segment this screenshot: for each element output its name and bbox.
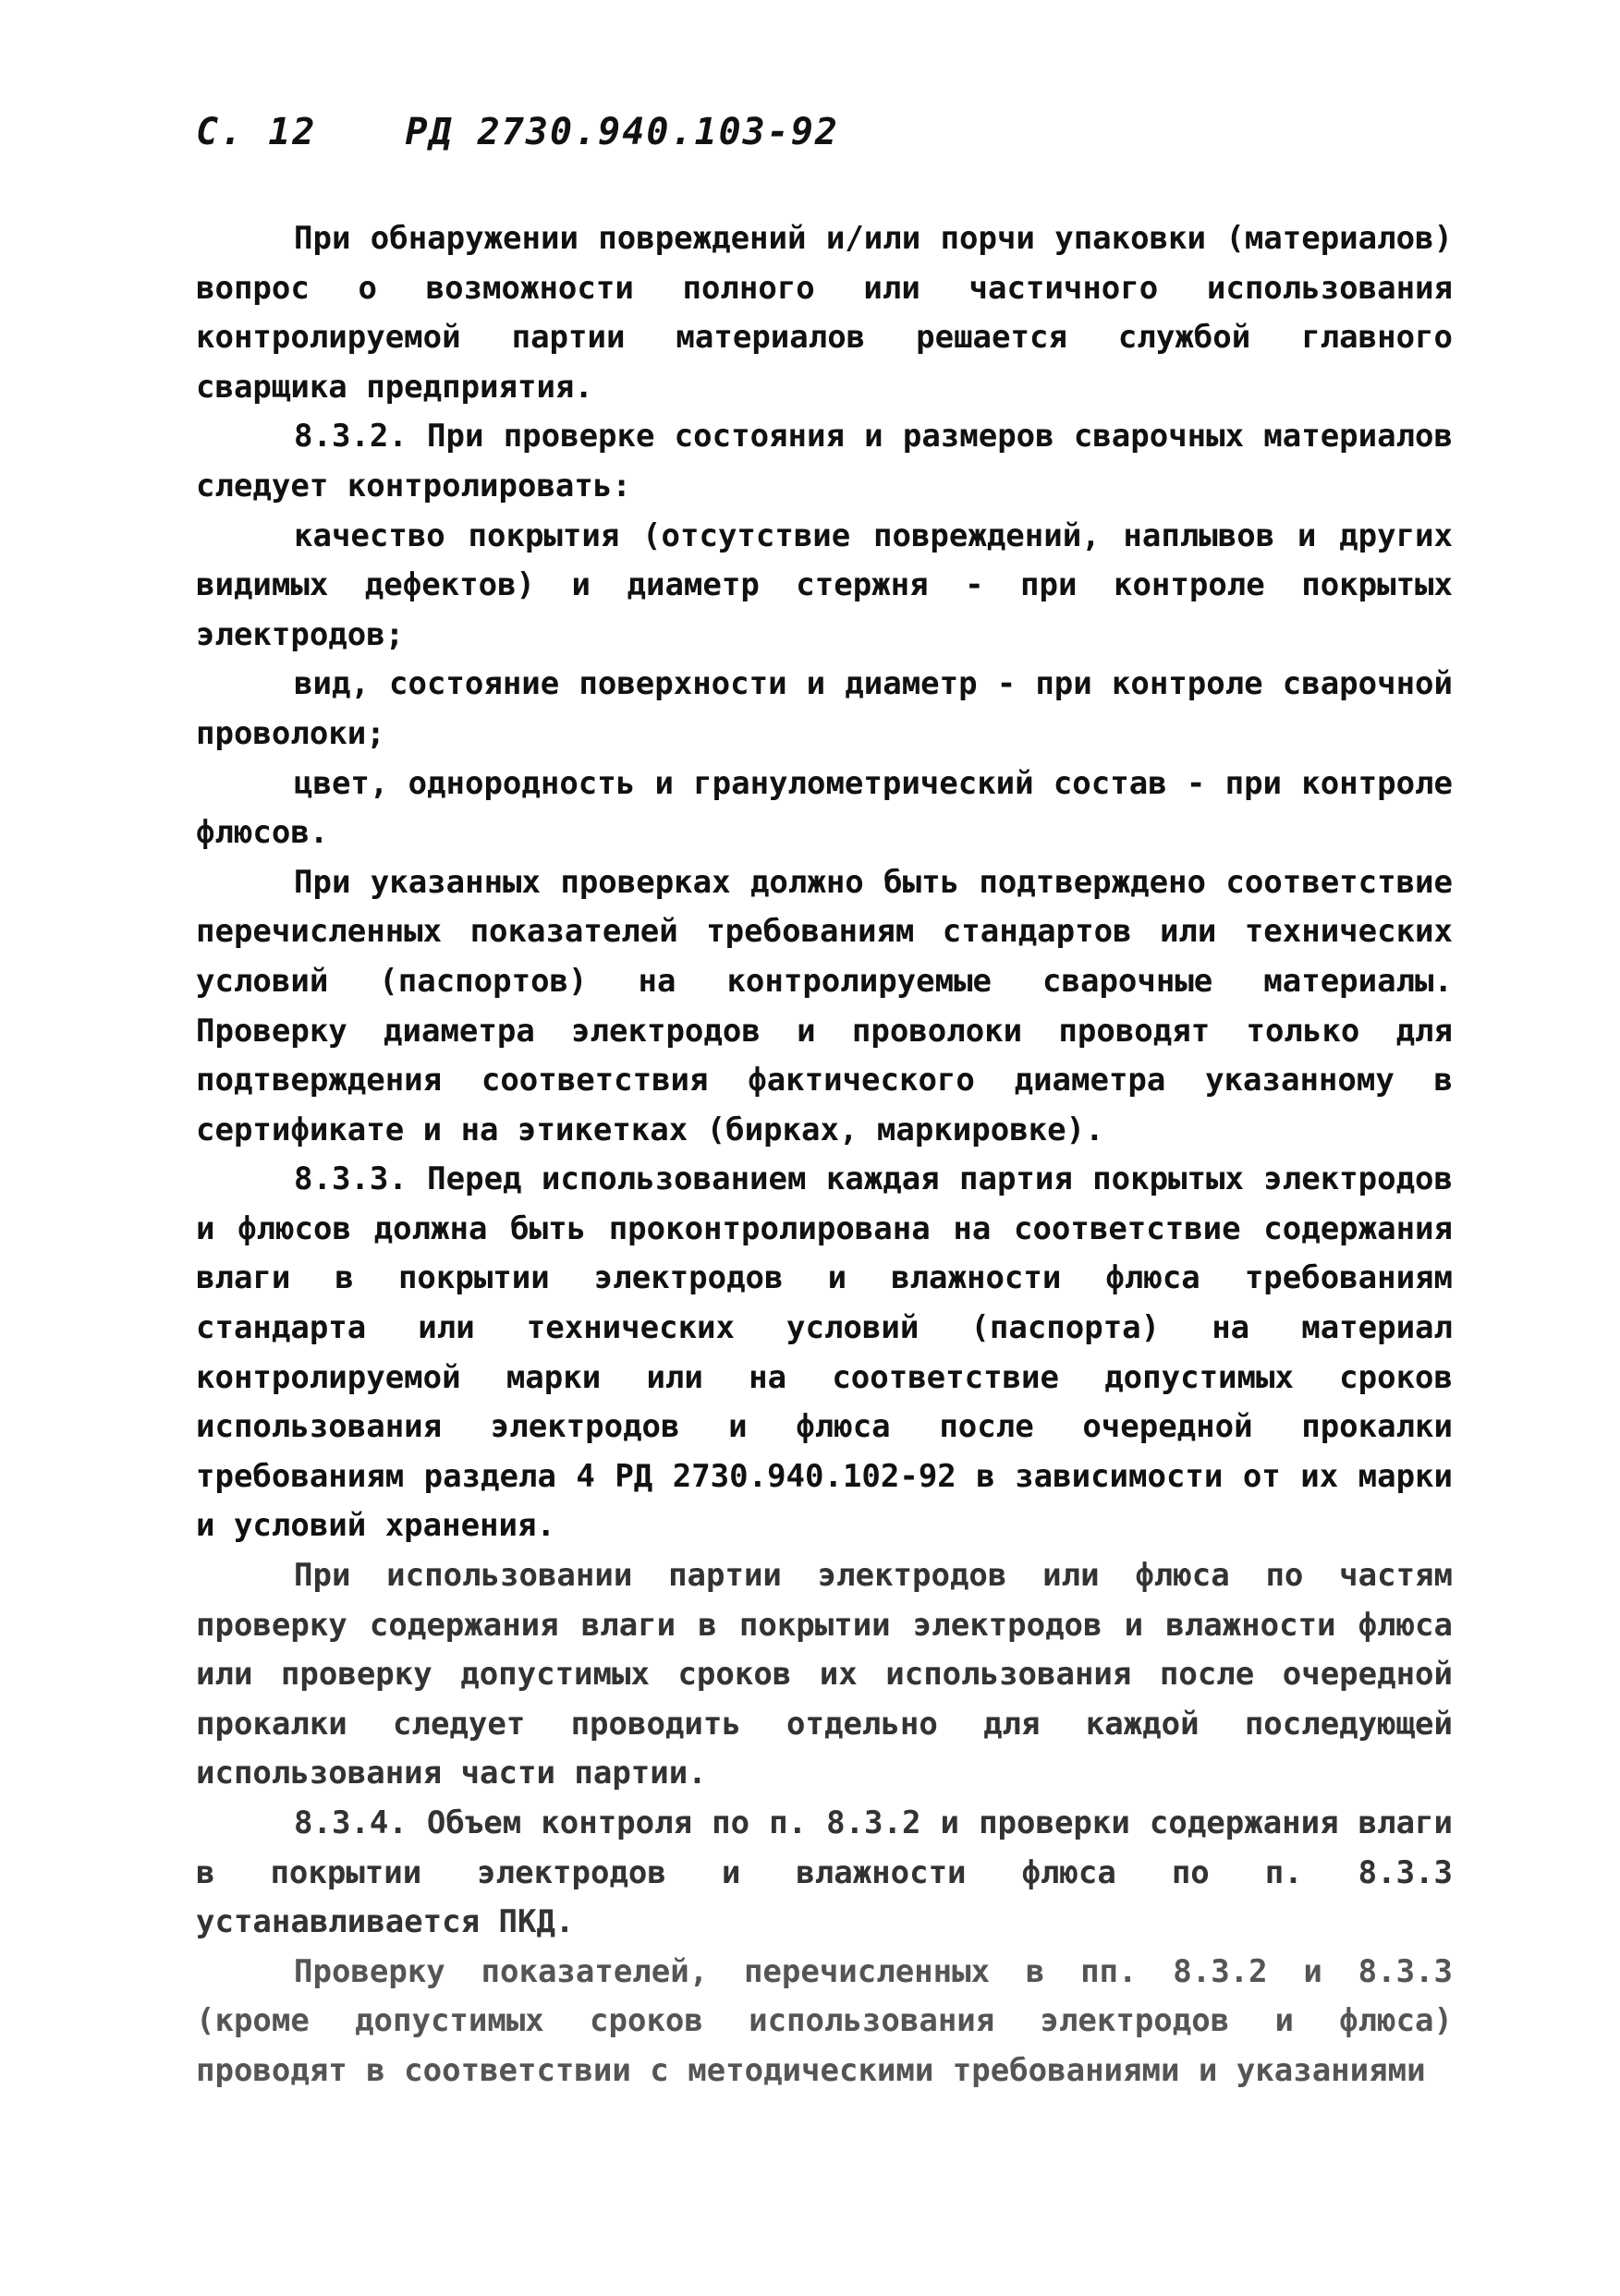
paragraph-partial-use: При использовании партии электродов или флюса по частям проверку содержания влаги в покрытии электродов и влажности флюса или проверку допустимых сроков их использования после очередной прокалки следует проводить отдельно для каждой последующей использования части партии.: [196, 1557, 1453, 1792]
page-header: [196, 111, 839, 153]
paragraph-conformity: При указанных проверках должно быть подтверждено соответствие перечисленных показателей требованиям стандартов или технических условий (паспортов) на контролируемые сварочные материалы. Проверку диаметра электродов и проволоки проводят только для подтверждения соответствия фактического диаметра указанному в сертификате и на этикетках (бирках, маркировке).: [196, 863, 1453, 1148]
paragraph-flux-composition: цвет, однородность и гранулометрический состав - при контроле флюсов.: [196, 764, 1453, 852]
paragraph-8-3-3: 8.3.3. Перед использованием каждая партия покрытых электродов и флюсов должна быть проконтролирована на соответствие содержания влаги в покрытии электродов и влажности флюса требованиям стандарта или технических условий (паспорта) на материал контролируемой марки или на соответствие допустимых сроков использования электродов и флюса после очередной прокалки требованиям раздела 4 РД 2730.940.102-92 в зависимости от их марки и условий хранения.: [196, 1160, 1453, 1545]
paragraph-8-3-2: 8.3.2. При проверке состояния и размеров сварочных материалов следует контролировать:: [196, 418, 1453, 504]
paragraph-damage-packaging: При обнаружении повреждений и/или порчи упаковки (материалов) вопрос о возможности полного или частичного использования контролируемой партии материалов решается службой главного сварщика предприятия.: [196, 220, 1453, 406]
body-text: [196, 214, 1453, 2096]
paragraph-wire-surface: вид, состояние поверхности и диаметр - при контроле сварочной проволоки;: [196, 665, 1453, 752]
document-code: РД 2730.940.103-92: [405, 111, 839, 153]
paragraph-coating-quality: качество покрытия (отсутствие повреждений, наплывов и других видимых дефектов) и диаметр стержня - при контроле покрытых электродов;: [196, 516, 1453, 653]
paragraph-8-3-4: 8.3.4. Объем контроля по п. 8.3.2 и проверки содержания влаги в покрытии электродов и влажности флюса по п. 8.3.3 устанавливается ПКД.: [196, 1804, 1453, 1941]
paragraph-indicator-check: Проверку показателей, перечисленных в пп. 8.3.2 и 8.3.3 (кроме допустимых сроков использования электродов и флюса) проводят в соответствии с методическими требованиями и указаниями: [196, 1952, 1453, 2089]
page-number: С. 12: [196, 111, 317, 153]
